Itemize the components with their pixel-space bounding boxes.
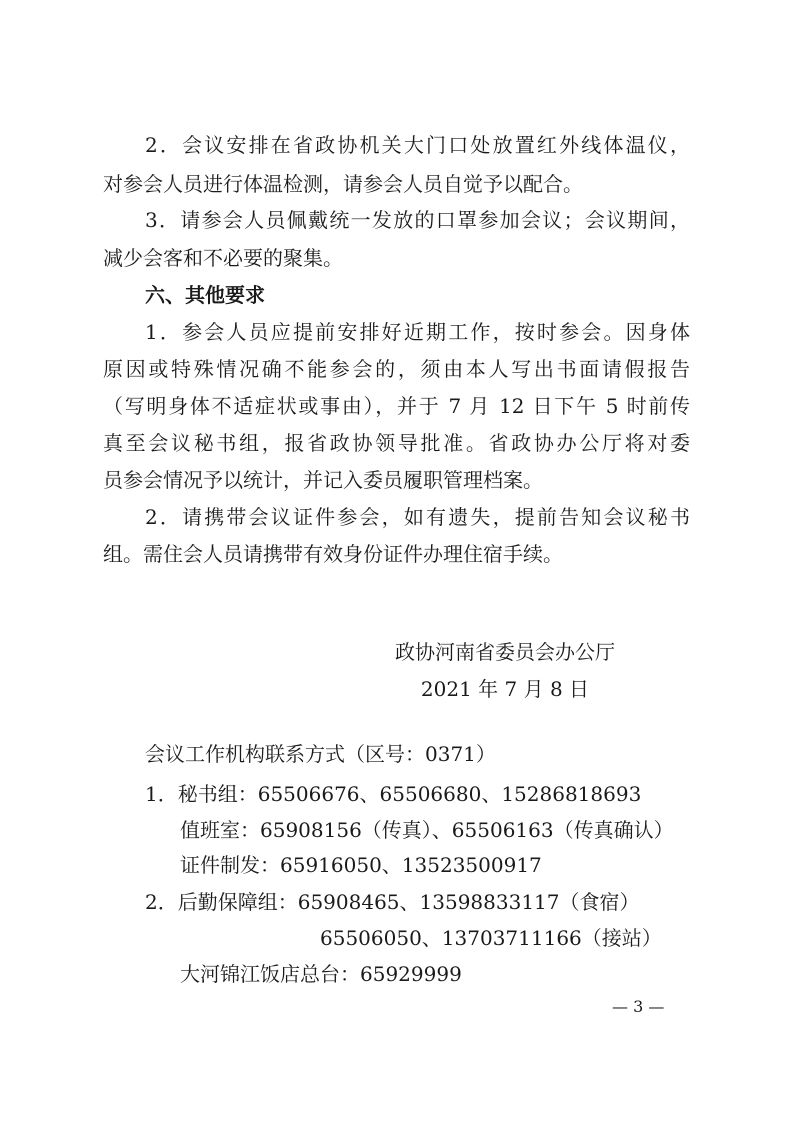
contact-logistics-2: 65506050、13703711166（接站） (320, 926, 662, 950)
contact-duty-room: 值班室：65908156（传真）、65506163（传真确认） (180, 818, 674, 842)
page-number: — 3 — (612, 997, 665, 1016)
req2-line2: 组。需住会人员请携带有效身份证件办理住宿手续。 (103, 542, 563, 566)
issue-date: 2021 年 7 月 8 日 (420, 677, 590, 701)
req1-line5: 员参会情况予以统计，并记入委员履职管理档案。 (103, 468, 543, 492)
issuing-organization: 政协河南省委员会办公厅 (395, 640, 615, 664)
item3-line1: 3．请参会人员佩戴统一发放的口罩参加会议；会议期间， (145, 208, 690, 232)
contact-logistics: 2．后勤保障组：65908465、13598833117（食宿） (145, 890, 640, 914)
contact-credentials: 证件制发：65916050、13523500917 (180, 853, 542, 877)
item2-line2: 对参会人员进行体温检测，请参会人员自觉予以配合。 (103, 172, 583, 196)
item2-line1: 2．会议安排在省政协机关大门口处放置红外线体温仪， (145, 133, 690, 157)
req1-line4: 真至会议秘书组，报省政协领导批准。省政协办公厅将对委 (103, 431, 690, 455)
contacts-title: 会议工作机构联系方式（区号：0371） (145, 742, 496, 766)
req2-line1: 2．请携带会议证件参会，如有遗失，提前告知会议秘书 (145, 505, 690, 529)
contact-secretariat: 1．秘书组：65506676、65506680、15286818693 (145, 782, 642, 806)
req1-line1: 1．参会人员应提前安排好近期工作，按时参会。因身体 (145, 320, 690, 344)
contact-hotel-desk: 大河锦江饭店总台：65929999 (180, 962, 462, 986)
req1-line3: （写明身体不适症状或事由），并于 7 月 12 日下午 5 时前传 (103, 394, 690, 418)
req1-line2: 原因或特殊情况确不能参会的，须由本人写出书面请假报告 (103, 357, 690, 381)
item3-line2: 减少会客和不必要的聚集。 (103, 246, 343, 270)
section-heading-six: 六、其他要求 (145, 283, 265, 307)
